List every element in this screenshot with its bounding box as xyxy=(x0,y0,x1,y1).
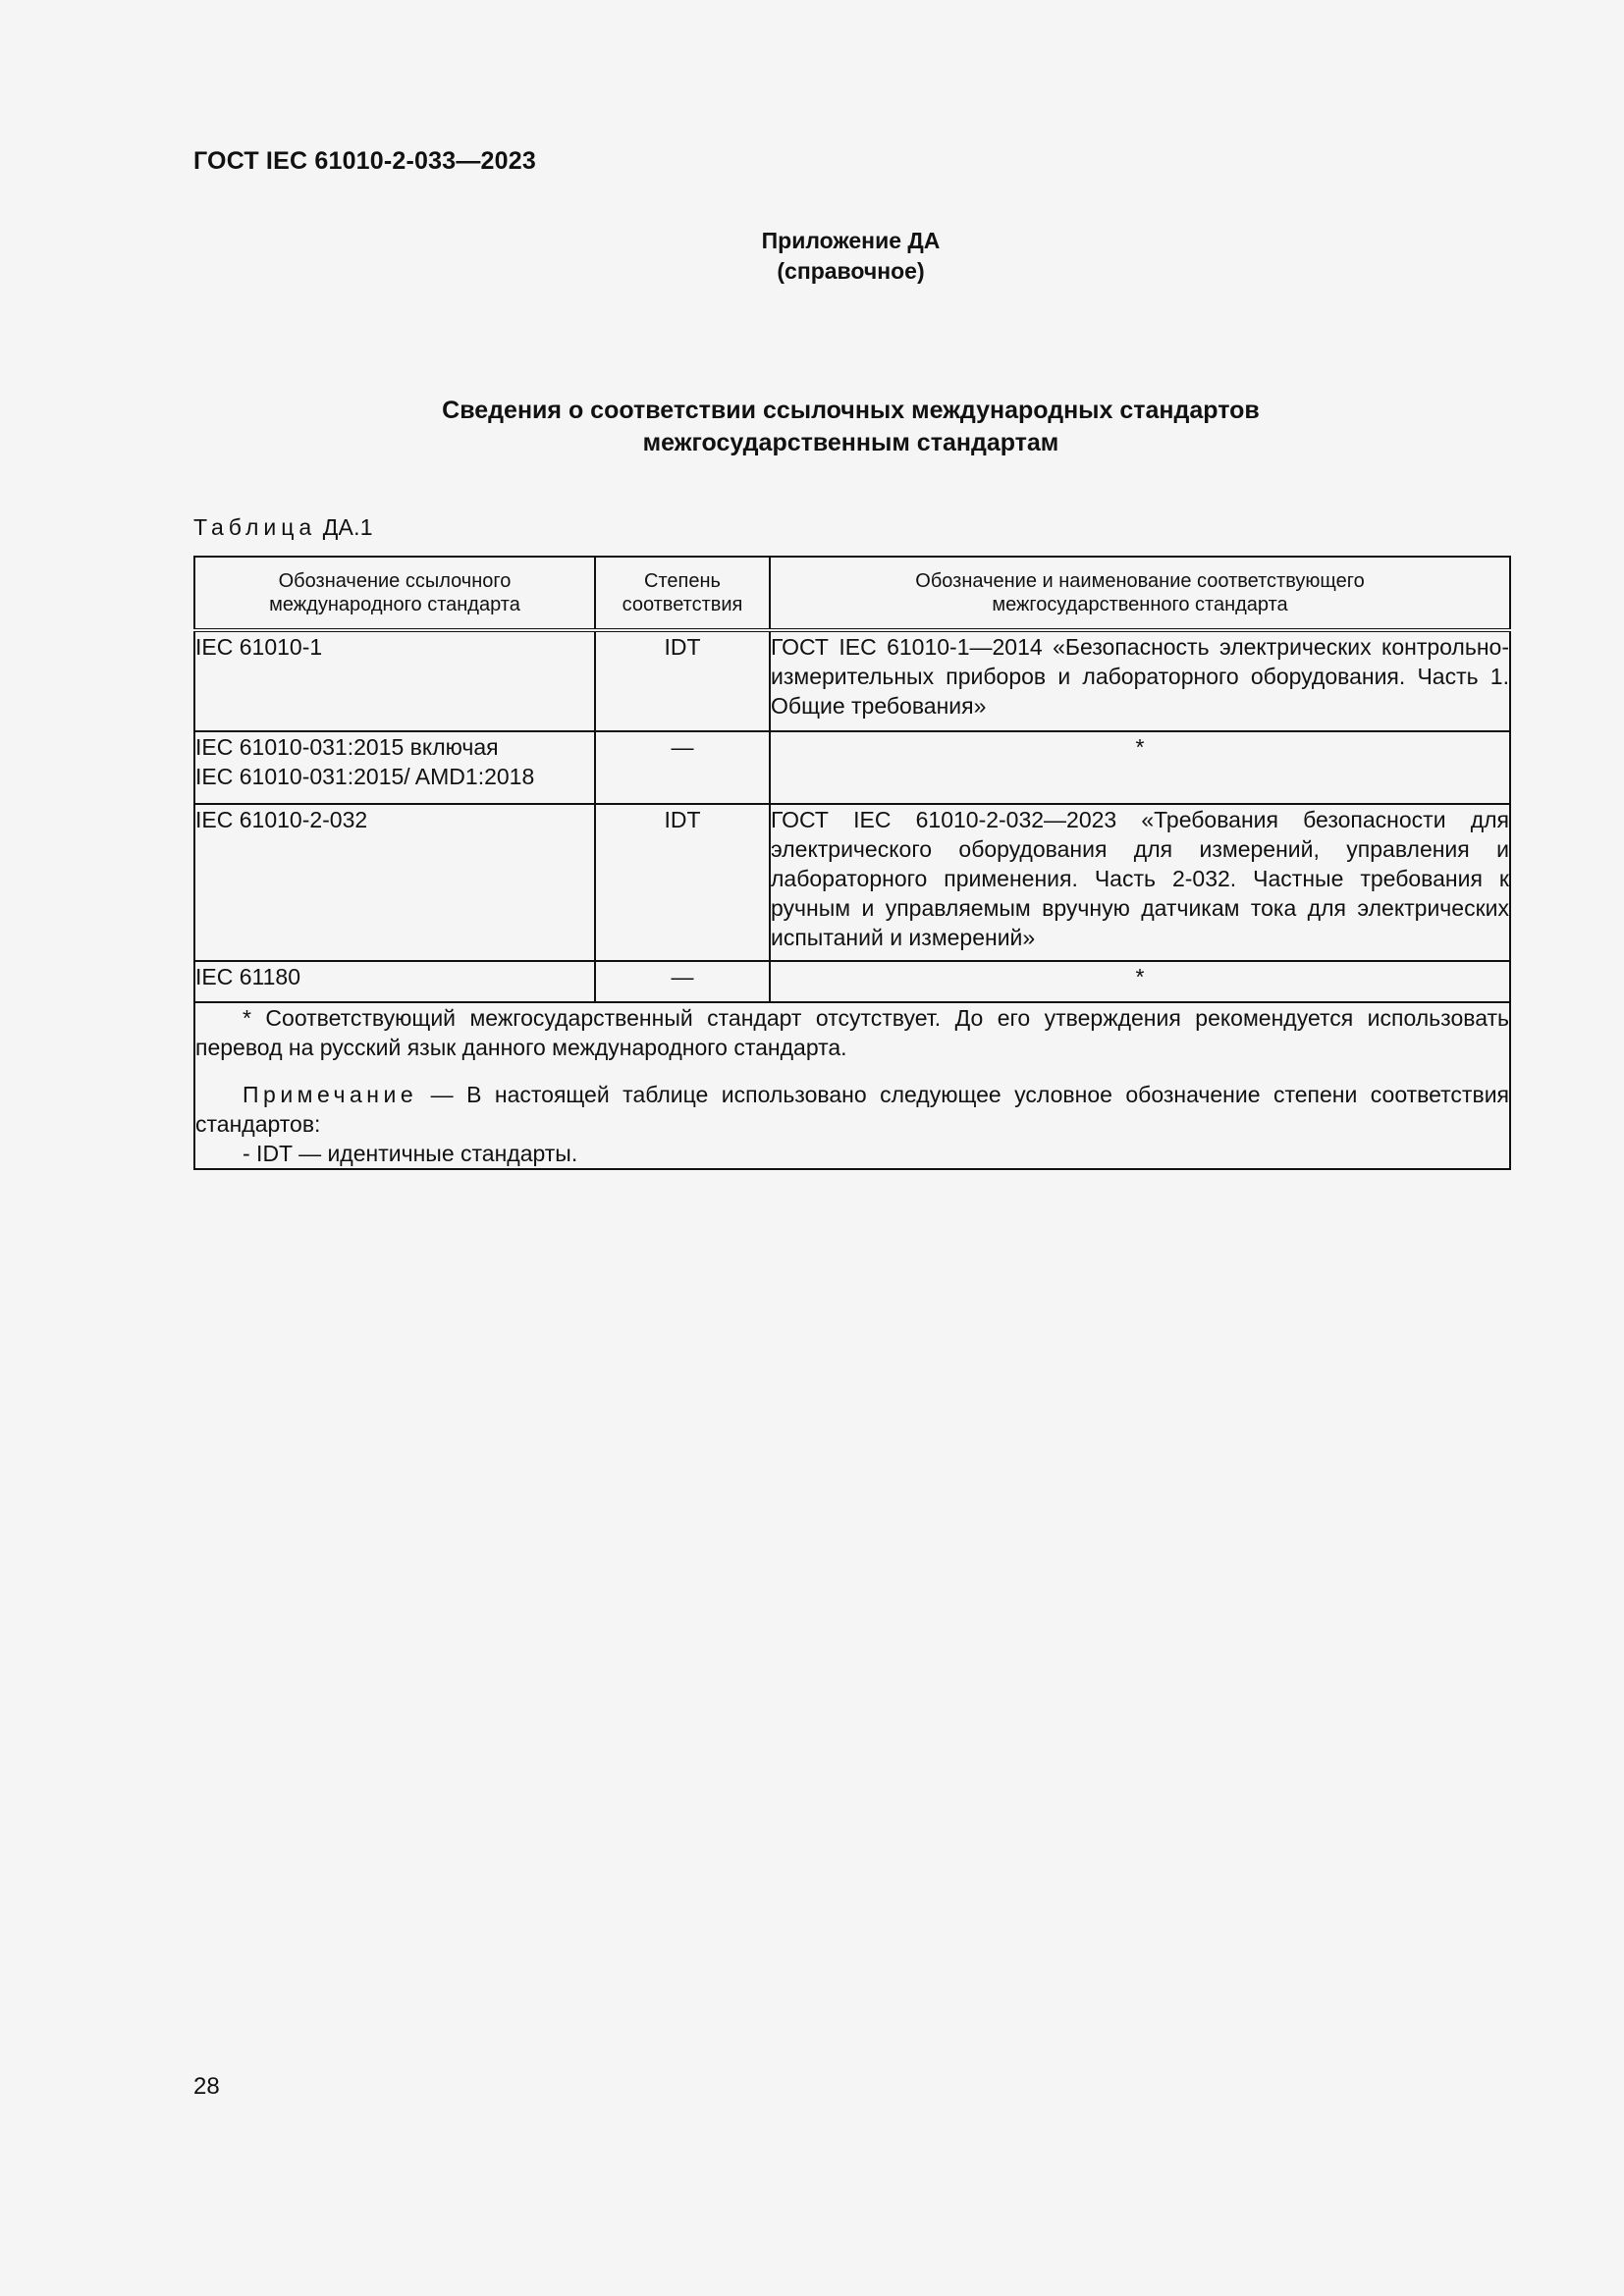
note-label: Примечание xyxy=(243,1082,418,1107)
table-header-row xyxy=(194,557,1510,630)
section-title-line2: межгосударственным стандартам xyxy=(642,429,1059,456)
table-footnote: * Соответствующий межгосударственный стандарт отсутствует. До его утверждения рекомендуется использовать перевод на русский язык данного международного стандарта. xyxy=(195,1005,1509,1060)
note-list-item: - IDT — идентичные стандарты. xyxy=(243,1141,578,1166)
degree-cell: — xyxy=(595,961,770,1002)
appendix-title: Приложение ДА xyxy=(761,228,941,253)
table-row xyxy=(194,804,1510,961)
correspondence-table xyxy=(193,556,1511,1170)
ref-standard-cell: IEC 61180 xyxy=(194,961,595,1002)
note-text: — В настоящей таблице использовано следующее условное обозначение степени соответствия стандартов: xyxy=(195,1082,1509,1137)
table-row xyxy=(194,630,1510,731)
table-notes-cell xyxy=(194,1002,1510,1169)
document-code-header: ГОСТ IEC 61010-2-033—2023 xyxy=(193,147,536,175)
degree-cell: — xyxy=(595,731,770,804)
table-row xyxy=(194,731,1510,804)
header-degree: Степень соответствия xyxy=(595,557,770,630)
degree-cell: IDT xyxy=(595,804,770,961)
table-note xyxy=(195,1080,1509,1139)
national-standard-cell: * xyxy=(770,961,1510,1002)
national-standard-cell: * xyxy=(770,731,1510,804)
ref-standard-cell: IEC 61010-2-032 xyxy=(194,804,595,961)
section-title-line1: Сведения о соответствии ссылочных международных стандартов xyxy=(442,397,1260,424)
national-standard-cell: ГОСТ IEC 61010-2-032—2023 «Требования безопасности для электрического оборудования для измерений, управления и лабораторного применения. Часть 2-032. Частные требования к ручным и управляемым вручную датчикам тока для электрических испытаний и измерений» xyxy=(770,804,1510,961)
table-caption-word: Таблица xyxy=(193,514,317,540)
appendix-heading xyxy=(0,226,1624,287)
table-notes-row xyxy=(194,1002,1510,1169)
appendix-subtitle: (справочное) xyxy=(777,258,925,284)
page-number: 28 xyxy=(193,2073,220,2100)
degree-cell: IDT xyxy=(595,630,770,731)
header-national-standard: Обозначение и наименование соответствующего межгосударственного стандарта xyxy=(770,557,1510,630)
header-ref-standard: Обозначение ссылочного международного стандарта xyxy=(194,557,595,630)
ref-standard-cell: IEC 61010-031:2015 включая IEC 61010-031:2015/ AMD1:2018 xyxy=(194,731,595,804)
table-caption xyxy=(193,514,373,541)
table-row xyxy=(194,961,1510,1002)
ref-standard-cell: IEC 61010-1 xyxy=(194,630,595,731)
national-standard-cell: ГОСТ IEC 61010-1—2014 «Безопасность электрических контрольно-измерительных приборов и лабораторного оборудования. Часть 1. Общие требования» xyxy=(770,630,1510,731)
table-caption-number: ДА.1 xyxy=(322,514,373,540)
section-title xyxy=(0,395,1624,459)
